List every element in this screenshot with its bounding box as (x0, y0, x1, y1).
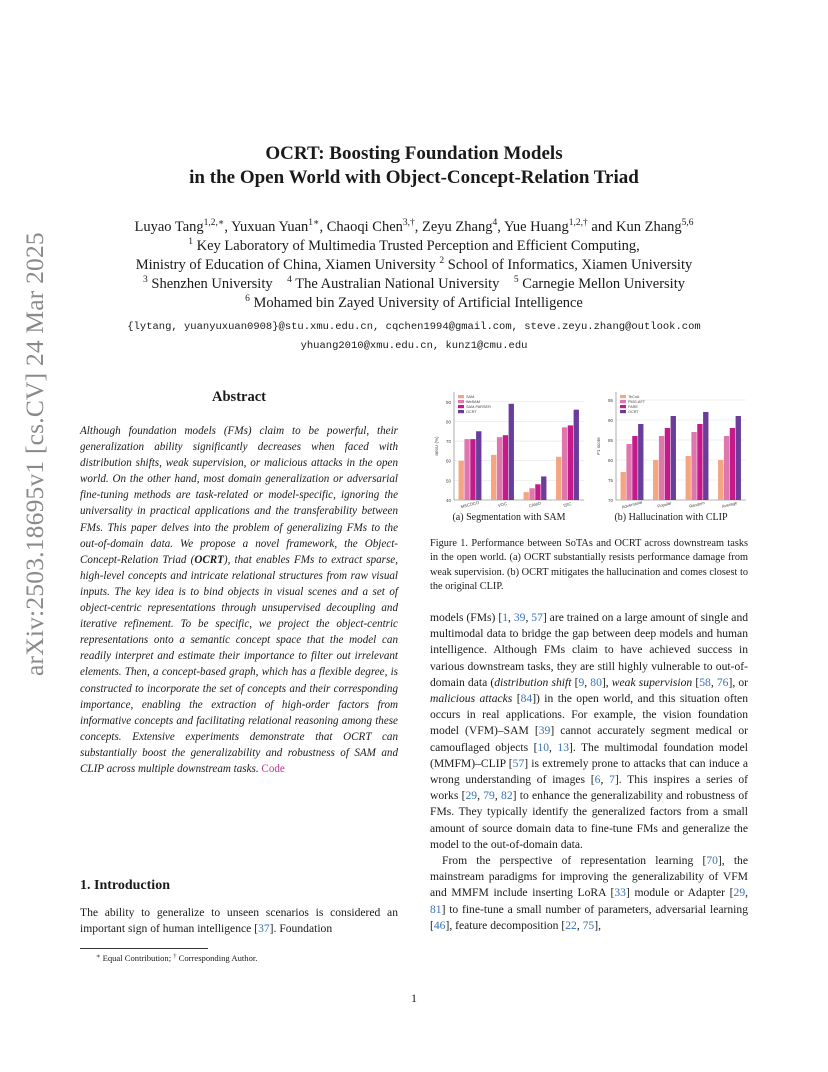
citation-link[interactable]: 46 (433, 918, 446, 932)
citation-link[interactable]: 81 (430, 902, 442, 916)
footnote-text: Equal Contribution; (100, 953, 174, 963)
citation-link[interactable]: 82 (501, 789, 513, 803)
section-heading-introduction: 1. Introduction (80, 878, 170, 893)
author-name: Yue Huang (503, 219, 569, 235)
bar-ocrt (736, 416, 741, 500)
x-tick-label: Adversarial (621, 499, 643, 510)
y-tick-label: 50 (445, 478, 451, 484)
bar-sam (524, 492, 529, 500)
bar-fare (697, 424, 702, 500)
paragraph: models (FMs) [1, 39, 57] are trained on a large amount of single and multimodal data to bridge the gap between deep models and human intelligence. Although FMs claim to have achieved success in various downstream tasks, they are still highly vulnerable to out-of-domain data (distribution shift [9, 80], weak supervision [58, 76], or malicious attacks [84]) in the open world, and this situation often occurs in real applications. For example, the vision foundation model (VFM)–SAM [39] cannot accurately segment medical or camouflaged objects [10, 13]. The multimodal foundation model (MMFM)–CLIP [57] is extremely prone to attacks that can induce a wrong understanding of images [6, 7]. This inspires a series of works [29, 79, 82] to enhance the generalizability and robustness of FMs. They typically identify the generalized factors from a small amount of source domain data to fine-tune FMs and generalize the model to the out-of-domain data. (430, 611, 749, 851)
citation-link[interactable]: 29 (465, 789, 478, 803)
legend-label: OCRT (466, 410, 477, 414)
affiliation-text: School of Informatics, Xiamen University (444, 257, 693, 273)
chart-segmentation-sam (430, 386, 588, 510)
bar-fare (730, 428, 735, 500)
legend-label: SAM (466, 395, 475, 399)
footnote-rule (80, 948, 208, 949)
y-tick-label: 70 (445, 439, 451, 445)
bar-sam (459, 461, 464, 500)
author-affiliation-marker: 1,2,† (568, 218, 588, 228)
legend-label: PMG-AFT (628, 400, 646, 404)
bar-ocrt (703, 412, 708, 500)
legend-label: WeSAM (466, 400, 480, 404)
author-affiliation-marker: 1∗ (308, 218, 320, 228)
citation-link[interactable]: 33 (614, 886, 626, 900)
author-name: Luyao Tang (134, 219, 204, 235)
affiliation-marker: 6 (245, 294, 250, 304)
intro-part: The ability to generalize to unseen scenarios is considered an important sign of human intelligence [ (80, 906, 398, 936)
citation-link[interactable]: 57 (512, 756, 525, 770)
bar-pmg-aft (659, 436, 664, 500)
legend-swatch (620, 395, 626, 398)
affiliation-marker: 4 (287, 275, 292, 285)
citation-link[interactable]: 22 (565, 918, 577, 932)
bar-sam-parser (503, 435, 508, 500)
author-block (80, 218, 748, 313)
legend-swatch (458, 400, 464, 403)
legend-label: SAM-PARSER (466, 405, 491, 409)
affiliation-1 (80, 237, 748, 256)
x-tick-label: ISIC (562, 501, 572, 508)
code-link[interactable]: Code (261, 762, 285, 775)
emphasis: weak supervision (611, 675, 693, 689)
arxiv-identifier: arXiv:2503.18695v1 [cs.CV] 24 Mar 2025 (20, 232, 49, 676)
bar-ocrt (574, 410, 579, 500)
author-affiliation-marker: 4 (492, 218, 498, 228)
figure-1a (430, 386, 588, 510)
citation-link[interactable]: 9 (578, 675, 585, 689)
affiliation-marker: 1 (188, 237, 193, 247)
footnote (96, 952, 257, 964)
citation-link[interactable]: 84 (520, 692, 533, 706)
figure-1b (592, 386, 750, 510)
bar-ocrt (541, 476, 546, 500)
abstract-text (80, 423, 398, 777)
title-line-2: in the Open World with Object-Concept-Relation Triad (189, 167, 639, 188)
affiliation-6 (80, 294, 748, 313)
author-affiliation-marker: 5,6 (681, 218, 694, 228)
bar-sam-parser (535, 484, 540, 500)
citation-link[interactable]: 10 (537, 740, 550, 754)
citation-link[interactable]: 79 (483, 789, 495, 803)
affiliation-marker: 5 (513, 275, 519, 285)
bar-sam (491, 455, 496, 500)
bar-pmg-aft (626, 444, 631, 500)
footnote-marker: † (173, 953, 177, 960)
y-axis-label: mIoU (%) (434, 436, 439, 456)
bar-ocrt (476, 431, 481, 500)
affiliation-text: Key Laboratory of Multimedia Trusted Perception and Efficient Computing, (193, 238, 640, 254)
author-name: Kun Zhang (615, 219, 682, 235)
citation-link[interactable]: 29 (733, 886, 746, 900)
legend-swatch (458, 395, 464, 398)
emphasis: distribution shift (494, 675, 572, 689)
subcaption-a: (a) Segmentation with SAM (452, 512, 566, 523)
affiliation-text: Mohamed bin Zayed University of Artificial Intelligence (249, 295, 583, 311)
email-line-1: {lytang, yuanyuxuan0908}@stu.xmu.edu.cn, cqchen1994@gmail.com, steve.zeyu.zhang@outlook.com (127, 321, 701, 333)
citation-link[interactable]: 39 (538, 724, 551, 738)
affiliation-1-2 (80, 256, 748, 275)
author-name: Chaoqi Chen (326, 219, 403, 235)
legend-swatch (458, 405, 464, 408)
legend-label: TeCoA (628, 395, 640, 399)
x-tick-label: CAMO (528, 500, 542, 509)
legend-swatch (458, 410, 464, 413)
abstract-part: Although foundation models (FMs) claim to be powerful, their generalization ability significantly decreases when faced with distribution shifts, weak supervision, or malicious attacks in the open world. On the other hand, most domain generalization or adversarial fine-tuning methods are task-related or model-specific, ignoring the universality in practical applications and the transferability between FMs. This paper delves into the problem of generalizing FMs to the out-of-domain data. We propose a novel framework, the Object-Concept-Relation Triad ( (80, 425, 398, 566)
x-tick-label: MSCOCO (460, 499, 480, 510)
paper-title (80, 142, 748, 190)
abstract-part: ), that enables FMs to extract sparse, high-level concepts and intricate relational structures from raw visual inputs. The key idea is to bind objects in visual scenes and a set of object-centric representations through unsupervised decoupling and iterative refinement. To be specific, we project the object-centric representations onto a semantic concept space that the model can readily interpret and estimate their importance to filter out irrelevant elements. Then, a concept-based graph, which has a flexible degree, is constructed to incorporate the set of concepts and their corresponding importance, enabling the extraction of high-order factors from informative concepts and facilitating relational reasoning among these concepts. Extensive experiments demonstrate that OCRT can substantially boost the generalizability and robustness of SAM and CLIP across multiple downstream tasks. (80, 553, 399, 775)
x-tick-label: Random (688, 500, 706, 509)
y-tick-label: 75 (607, 478, 613, 483)
bar-tecoa (718, 460, 723, 500)
citation-link[interactable]: 80 (590, 675, 602, 689)
y-tick-label: 60 (445, 458, 451, 464)
paragraph: From the perspective of representation learning [70], the mainstream paradigms for improving the generalizability of VFM and MMFM include inserting LoRA [33] module or Adapter [29, 81] to fine-tune a small number of parameters, adversarial learning [46], feature decomposition [22, 75], (430, 854, 749, 932)
bar-ocrt (671, 416, 676, 500)
email-block (80, 318, 748, 356)
footnote-marker: ∗ (96, 953, 101, 960)
figure-caption: Figure 1. Performance between SoTAs and OCRT across downstream tasks in the open world. (a) OCRT substantially resists performance damage from weak supervision. (b) OCRT mitigates the hallucination and comes closest to the original CLIP. (430, 538, 748, 592)
bar-pmg-aft (724, 436, 729, 500)
bar-sam (556, 457, 561, 500)
affiliation-text: Ministry of Education of China, Xiamen University (135, 257, 440, 273)
title-line-1: OCRT: Boosting Foundation Models (265, 143, 563, 164)
author-name: Zeyu Zhang (422, 219, 493, 235)
citation-link[interactable]: 76 (716, 675, 729, 689)
bar-tecoa (686, 456, 691, 500)
bar-wesam (529, 488, 534, 500)
y-tick-label: 90 (445, 399, 451, 405)
bar-wesam (562, 427, 567, 500)
intro-part: ]. Foundation (269, 922, 333, 936)
x-tick-label: VOC (497, 501, 508, 509)
bar-ocrt (509, 404, 514, 500)
citation-link[interactable]: 7 (609, 773, 615, 787)
author-list: Luyao Tang$^{1,2,∗}$, Yuxuan Yuan$^{1∗}$, Chaoqi Chen$^{3,\dagger}$, Zeyu Zhang$^4$, Yue Huang$^{1,2,\dagger}$ and Kun Zhang$^{5,6}$ (134, 218, 694, 235)
bar-pmg-aft (691, 432, 696, 500)
abstract-heading: Abstract (212, 389, 266, 405)
email-line-2: yhuang2010@xmu.edu.cn, kunz1@cmu.edu (300, 340, 528, 352)
bar-tecoa (621, 472, 626, 500)
footnote-text: Corresponding Author. (176, 953, 258, 963)
bar-sam-parser (470, 439, 475, 500)
legend-swatch (620, 410, 626, 413)
y-tick-label: 85 (607, 438, 613, 443)
citation-link[interactable]: 70 (706, 854, 718, 868)
citation-link[interactable]: 39 (513, 611, 526, 624)
citation-link[interactable]: 1 (502, 611, 509, 624)
affiliation-marker: 2 (439, 256, 445, 266)
bar-sam-parser (568, 425, 573, 500)
citation-link[interactable]: 6 (594, 773, 601, 787)
legend-swatch (620, 400, 626, 403)
author-affiliation-marker: 3,† (402, 218, 415, 228)
legend-label: FARE (628, 405, 638, 409)
x-tick-label: Popular (656, 500, 672, 509)
citation-link[interactable]: 58 (699, 675, 711, 689)
emphasis: malicious attacks (430, 692, 513, 706)
legend-swatch (620, 405, 626, 408)
bar-fare (632, 436, 637, 500)
page-number: 1 (411, 991, 417, 1005)
citation-link[interactable]: 57 (531, 611, 543, 624)
bar-ocrt (638, 424, 643, 500)
y-tick-label: 70 (607, 498, 613, 503)
legend-label: OCRT (628, 410, 639, 414)
affiliation-text: Shenzhen University (147, 276, 273, 292)
affiliation-3-4-5 (80, 275, 748, 294)
abstract-ocrt: OCRT (194, 553, 224, 566)
y-tick-label: 40 (445, 498, 451, 503)
affiliation-text: Carnegie Mellon University (518, 276, 685, 292)
chart-hallucination-clip (592, 386, 750, 510)
author-name: Yuxuan Yuan (231, 219, 309, 235)
affiliation-text: The Australian National University (291, 276, 500, 292)
affiliation-marker: 3 (143, 275, 148, 285)
citation-link[interactable]: 37 (258, 922, 270, 936)
author-affiliation-marker: 1,2,∗ (203, 218, 225, 228)
y-axis-label: F1 score (596, 437, 601, 455)
right-column-text (430, 610, 748, 934)
citation-link[interactable]: 75 (582, 918, 595, 932)
subcaption-b: (b) Hallucination with CLIP (614, 512, 728, 523)
y-tick-label: 80 (607, 458, 613, 463)
bar-wesam (464, 439, 469, 500)
x-tick-label: Average (721, 500, 738, 509)
bar-wesam (497, 437, 502, 500)
citation-link[interactable]: 13 (557, 740, 569, 754)
y-tick-label: 80 (445, 419, 451, 425)
bar-tecoa (653, 460, 658, 500)
y-tick-label: 95 (607, 398, 613, 403)
y-tick-label: 90 (607, 418, 613, 423)
introduction-text (80, 905, 398, 937)
bar-fare (665, 428, 670, 500)
